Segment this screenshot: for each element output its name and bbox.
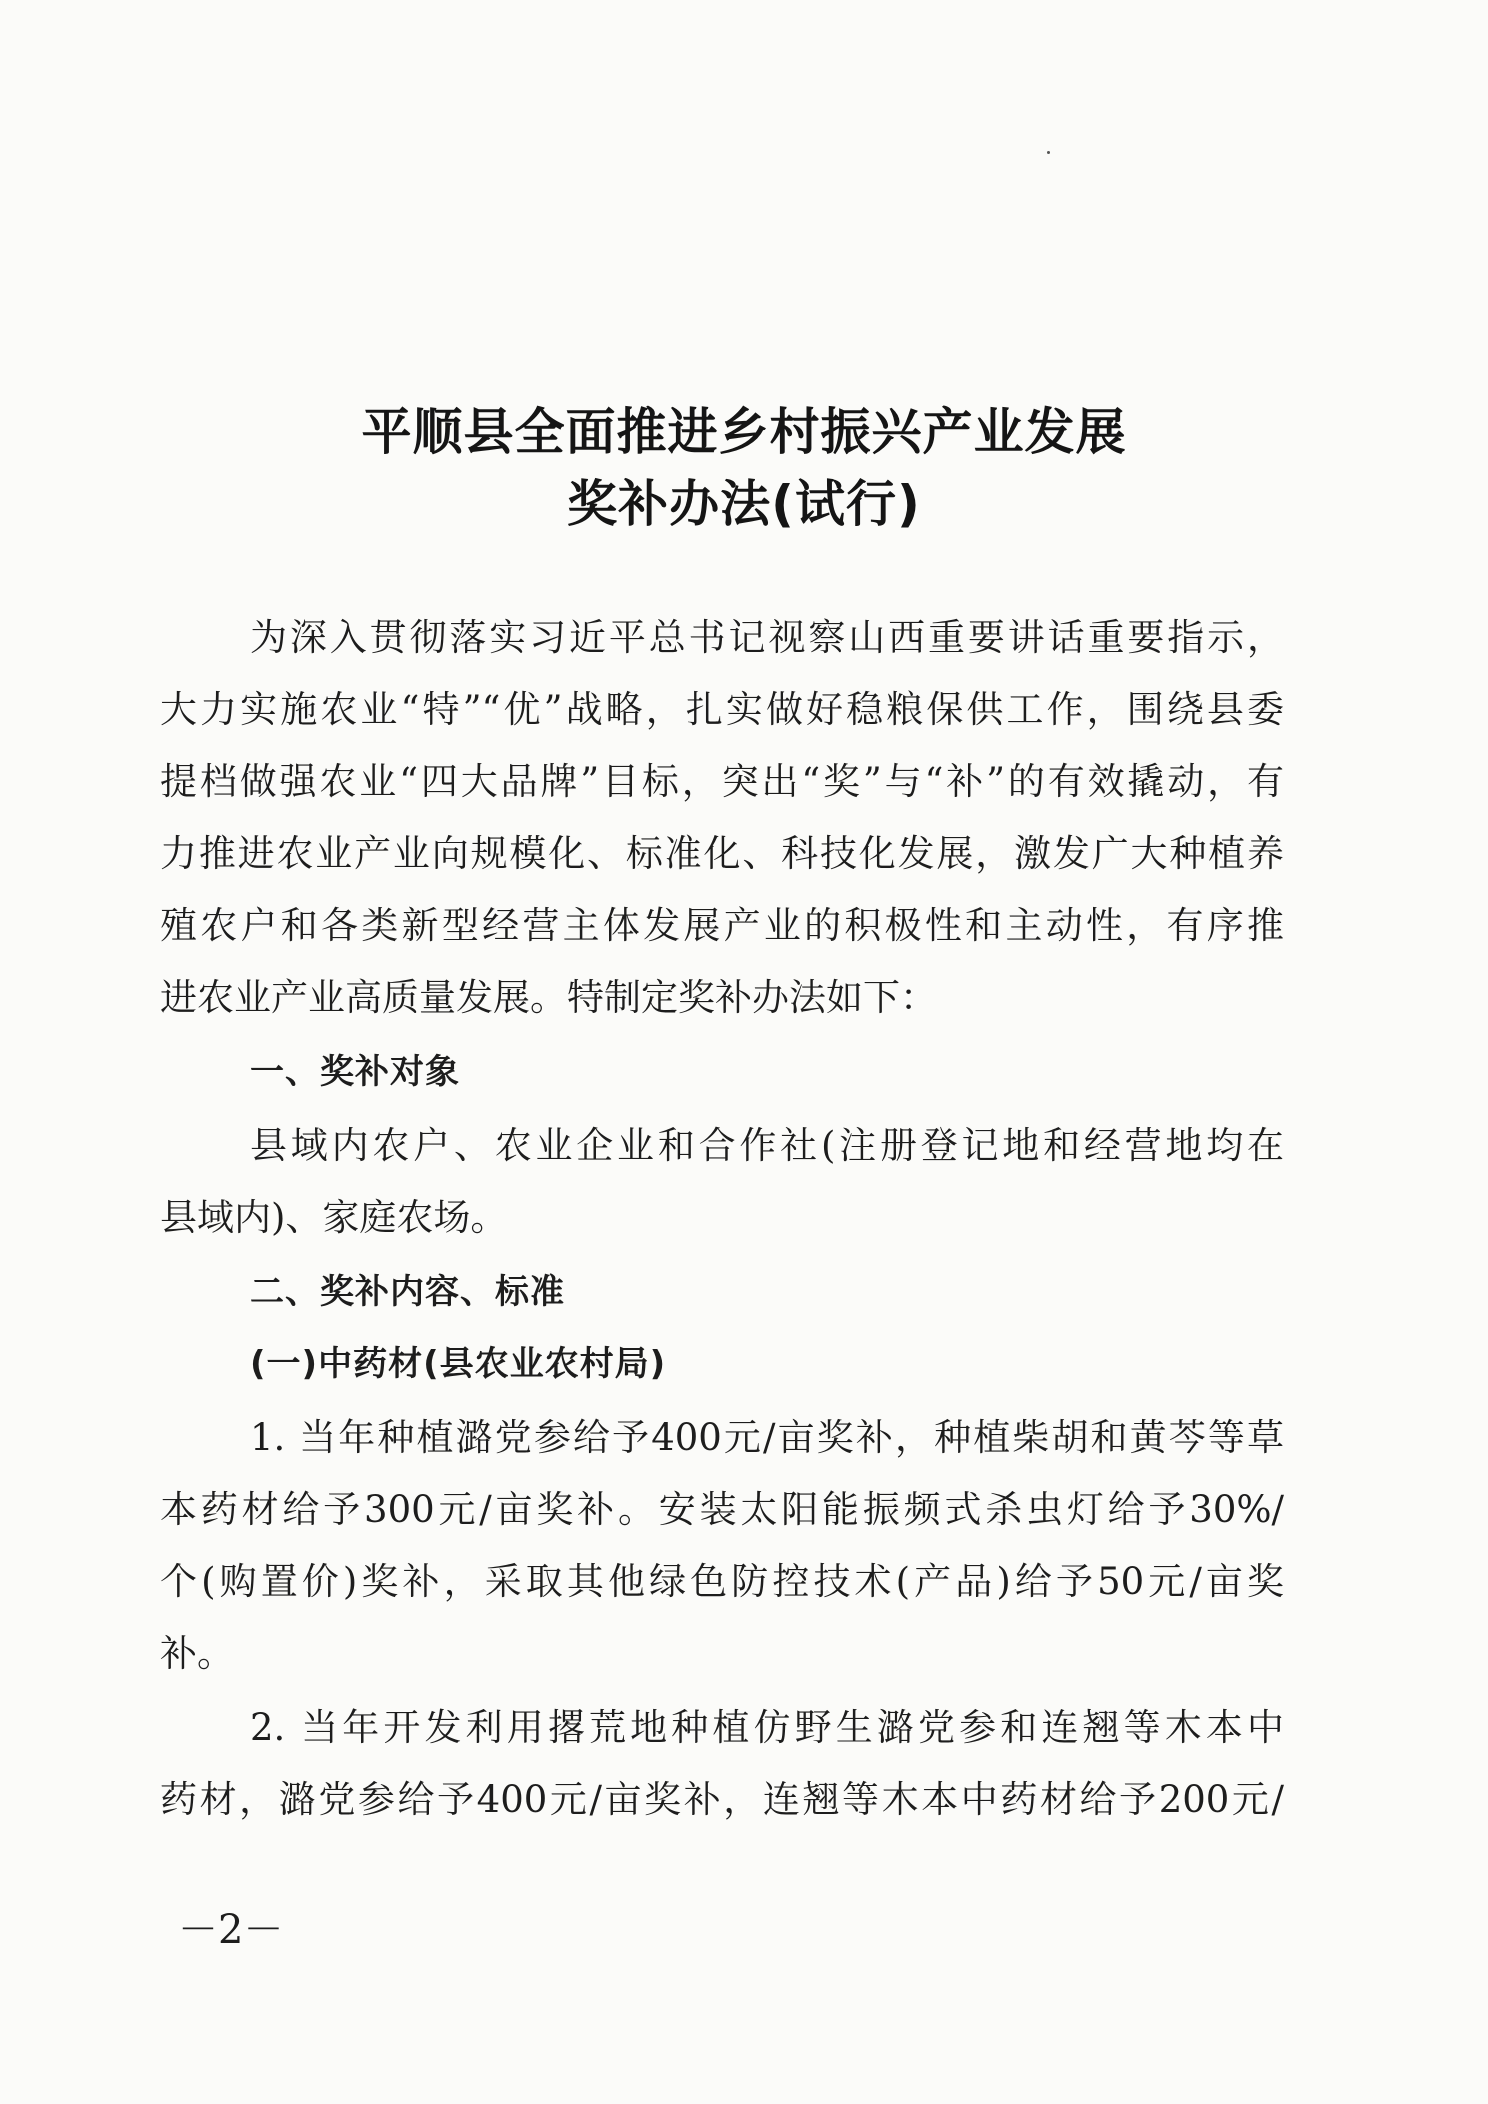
- preamble-line: 大力实施农业“特”“优”战略，扎实做好稳粮保供工作，围绕县委: [160, 688, 1284, 731]
- subsection-heading-herbs: (一)中药材(县农业农村局): [250, 1344, 667, 1384]
- item-line: 补。: [160, 1632, 234, 1675]
- preamble-line: 力推进农业产业向规模化、标准化、科技化发展，激发广大种植养: [160, 832, 1284, 875]
- item-line: 药材，潞党参给予400元/亩奖补，连翘等木本中药材给予200元/: [160, 1778, 1284, 1821]
- preamble-line: 进农业产业高质量发展。特制定奖补办法如下：: [160, 976, 937, 1019]
- page-number: －2－: [178, 1907, 284, 1953]
- section-heading-recipients: 一、奖补对象: [250, 1052, 460, 1092]
- item-line: 2. 当年开发利用撂荒地种植仿野生潞党参和连翘等木本中: [250, 1706, 1284, 1749]
- document-title-line-1: 平顺县全面推进乡村振兴产业发展: [361, 403, 1127, 461]
- preamble-line: 提档做强农业“四大品牌”目标，突出“奖”与“补”的有效撬动，有: [160, 760, 1284, 803]
- scan-speck: [1047, 151, 1050, 154]
- document-title-line-2: 奖补办法(试行): [567, 475, 921, 533]
- item-line: 1. 当年种植潞党参给予400元/亩奖补，种植柴胡和黄芩等草: [250, 1416, 1284, 1459]
- section-heading-content-standards: 二、奖补内容、标准: [250, 1272, 565, 1312]
- preamble-line: 殖农户和各类新型经营主体发展产业的积极性和主动性，有序推: [160, 904, 1284, 947]
- item-line: 个(购置价)奖补，采取其他绿色防控技术(产品)给予50元/亩奖: [160, 1560, 1284, 1603]
- item-line: 本药材给予300元/亩奖补。安装太阳能振频式杀虫灯给予30%/: [160, 1488, 1284, 1531]
- section-body-line: 县域内农户、农业企业和合作社(注册登记地和经营地均在: [250, 1124, 1284, 1167]
- preamble-line: 为深入贯彻落实习近平总书记视察山西重要讲话重要指示，: [250, 616, 1284, 659]
- section-body-line: 县域内)、家庭农场。: [160, 1196, 508, 1239]
